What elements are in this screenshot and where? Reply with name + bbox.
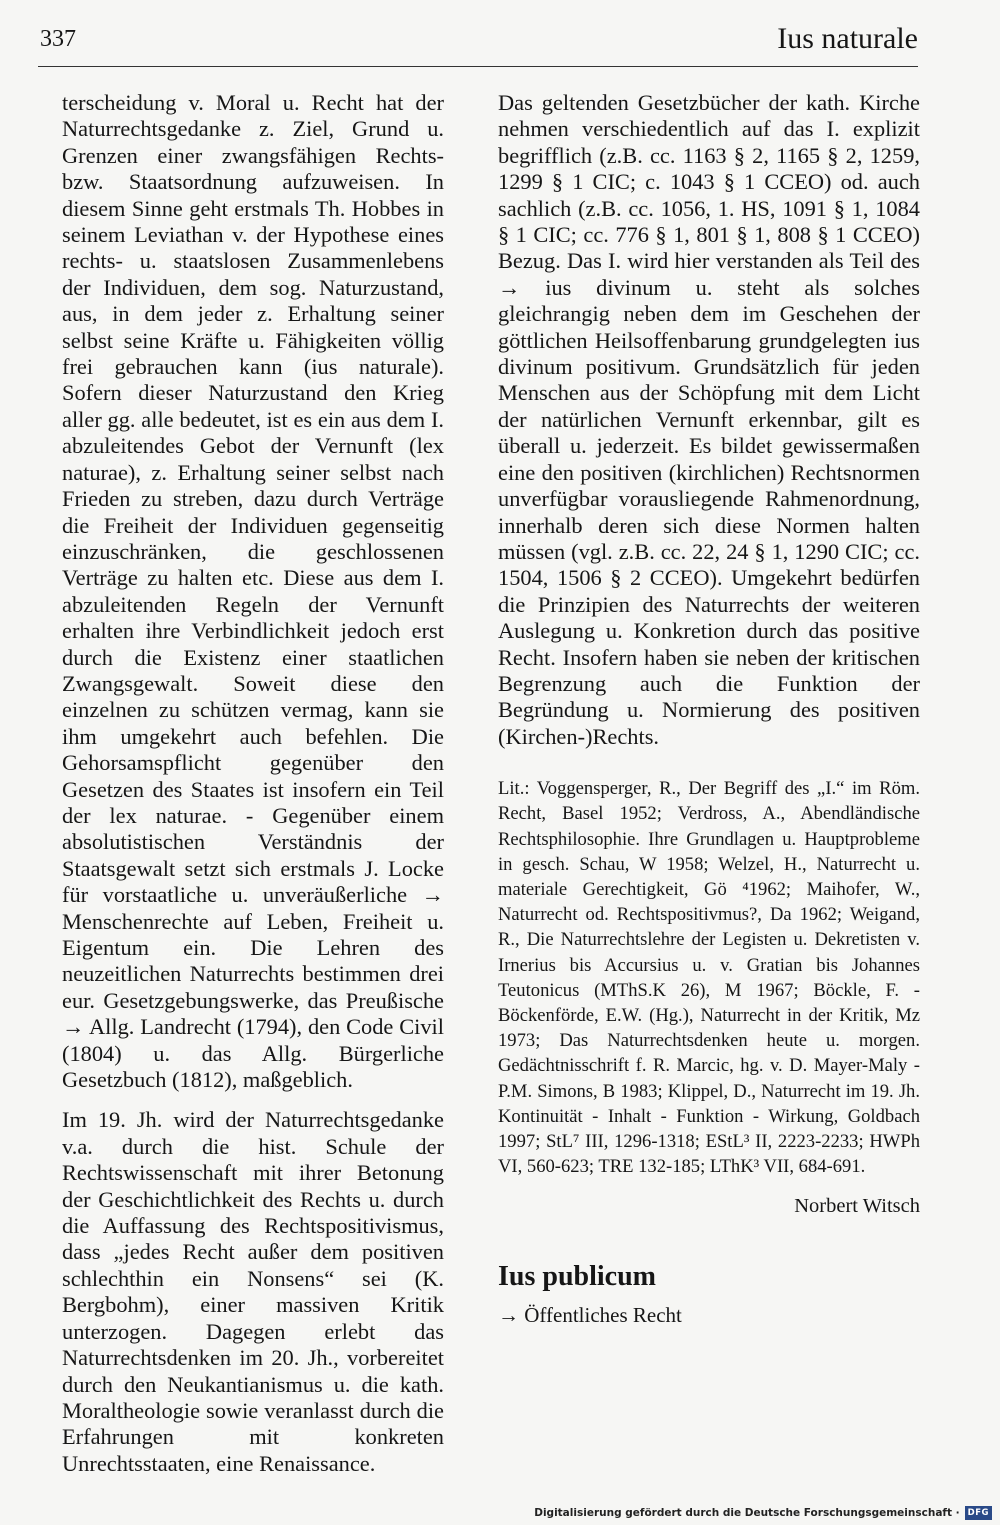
cross-reference: → Öffentliches Recht xyxy=(498,1303,682,1328)
literature-list: Lit.: Voggensperger, R., Der Begriff des „I.“ im Röm. Recht, Basel 1952; Verdross, A., Abendländische Rechtsphilosophie. Ihre Grundlagen u. Hauptprobleme in gesch. Schau, W 1958; Welzel, H., Naturrecht u. materiale Gerechtigkeit, Gö ⁴1962; Maihofer, W., Naturrecht od. Rechtspositivmus?, Da 1962; Weigand, R., Die Naturrechtslehre der Legisten u. Dekretisten v. Irnerius bis Accursius u. v. Gratian bis Johannes Teutonicus (MThS.K 26), M 1967; Böckle, F. - Böckenförde, E.W. (Hg.), Naturrecht in der Kritik, Mz 1973; Das Naturrechtsdenken heute u. morgen. Gedächtnisschrift f. R. Marcic, hg. v. D. Mayer-Maly - P.M. Simons, B 1983; Klippel, D., Naturrecht im 19. Jh. Kontinuität - Inhalt - Funktion - Wirkung, Goldbach 1997; StL⁷ III, 1296-1318; EStL³ II, 2223-2233; HWPh VI, 560-623; TRE 132-185; LThK³ VII, 684-691. xyxy=(498,778,920,1178)
right-column xyxy=(498,90,920,1329)
page-number: 337 xyxy=(40,26,76,52)
right-paragraph-1: Das geltenden Gesetzbücher der kath. Kirche nehmen verschiedentlich auf das I. explizit begrifflich (z.B. cc. 1163 § 2, 1165 § 2, 1259, 1299 § 1 CIC; c. 1043 § 1 CCEO) od. auch sachlich (z.B. cc. 1056, 1. HS, 1091 § 1, 1084 § 1 CIC; cc. 776 § 1, 801 § 1, 808 § 1 CCEO) Bezug. Das I. wird hier verstanden als Teil des → ius divinum u. steht als solches gleichrangig neben dem im Geschehen der göttlichen Heilsoffenbarung grundgelegten ius divinum positivum. Grundsätzlich für jeden Menschen aus der Schöpfung mit dem Licht der natürlichen Vernunft erkennbar, gilt es überall u. jederzeit. Es bildet gewissermaßen eine den positiven (kirchlichen) Rechtsnormen unverfügbar vorausliegende Rahmenordnung, innerhalb deren sich diese Normen halten müssen (vgl. z.B. cc. 22, 24 § 1, 1290 CIC; cc. 1504, 1506 § 2 CCEO). Umgekehrt bedürfen die Prinzipien des Naturrechts der weiteren Auslegung u. Konkretion durch das positive Recht. Insofern haben sie neben der kritischen Begrenzung auch die Funktion der Begründung u. Normierung des positiven (Kirchen-)Rechts. xyxy=(498,90,920,749)
running-head: Ius naturale xyxy=(777,22,918,55)
footer-credit: Digitalisierung gefördert durch die Deutsche Forschungsgemeinschaft · xyxy=(534,1507,960,1519)
left-paragraph-1: terscheidung v. Moral u. Recht hat der Naturrechtsgedanke z. Ziel, Grund u. Grenzen einer zwangsfähigen Rechts- bzw. Staatsordnung aufzuweisen. In diesem Sinne geht erstmals Th. Hobbes in seinem Leviathan v. der Hypothese eines rechts- u. staatslosen Zusammenlebens der Individuen, dem sog. Naturzustand, aus, in dem jeder z. Erhaltung seiner selbst seine Kräfte u. Fähigkeiten völlig frei gebrauchen kann (ius naturale). Sofern dieser Naturzustand den Krieg aller gg. alle bedeutet, ist es ein aus dem I. abzuleitendes Gebot der Vernunft (lex naturae), z. Erhaltung seiner selbst nach Frieden zu streben, dazu durch Verträge die Freiheit der Individuen gegenseitig einzuschränken, die geschlossenen Verträge zu halten etc. Diese aus dem I. abzuleitenden Regeln der Vernunft erhalten ihre Verbindlichkeit jedoch erst durch die Existenz einer staatlichen Zwangsgewalt. Soweit diese den einzelnen zu schützen vermag, kann sie ihm umgekehrt auch befehlen. Die Gehorsamspflicht gegenüber den Gesetzen des Staates ist insofern ein Teil der lex naturae. - Gegenüber einem absolutistischen Verständnis der Staatsgewalt setzt sich erstmals J. Locke für vorstaatliche u. unveräußerliche → Menschenrechte auf Leben, Freiheit u. Eigentum ein. Die Lehren des neuzeitlichen Naturrechts bestimmen drei eur. Gesetzgebungswerke, das Preußische → Allg. Landrecht (1794), den Code Civil (1804) u. das Allg. Bürgerliche Gesetzbuch (1812), maßgeblich. xyxy=(62,90,444,1093)
digitization-footer xyxy=(534,1506,992,1520)
page-header xyxy=(0,0,1000,75)
left-column xyxy=(62,90,444,1477)
left-paragraph-2: Im 19. Jh. wird der Naturrechtsgedanke v.a. durch die hist. Schule der Rechtswissenschaft mit ihrer Betonung der Geschichtlichkeit des Rechts u. durch die Auffassung des Rechtspositivismus, dass „jedes Recht außer dem positiven schlechthin ein Nonsens“ sei (K. Bergbohm), einer massiven Kritik unterzogen. Dagegen erlebt das Naturrechtsdenken im 20. Jh., vorbereitet durch den Neukantianismus u. die kath. Moraltheologie sowie veranlasst durch die Erfahrungen mit konkreten Unrechtsstaaten, eine Renaissance. xyxy=(62,1107,444,1476)
author-name: Norbert Witsch xyxy=(794,1195,920,1218)
dfg-logo-icon: DFG xyxy=(965,1506,992,1520)
header-rule xyxy=(38,66,918,67)
section-title: Ius publicum xyxy=(498,1260,656,1292)
